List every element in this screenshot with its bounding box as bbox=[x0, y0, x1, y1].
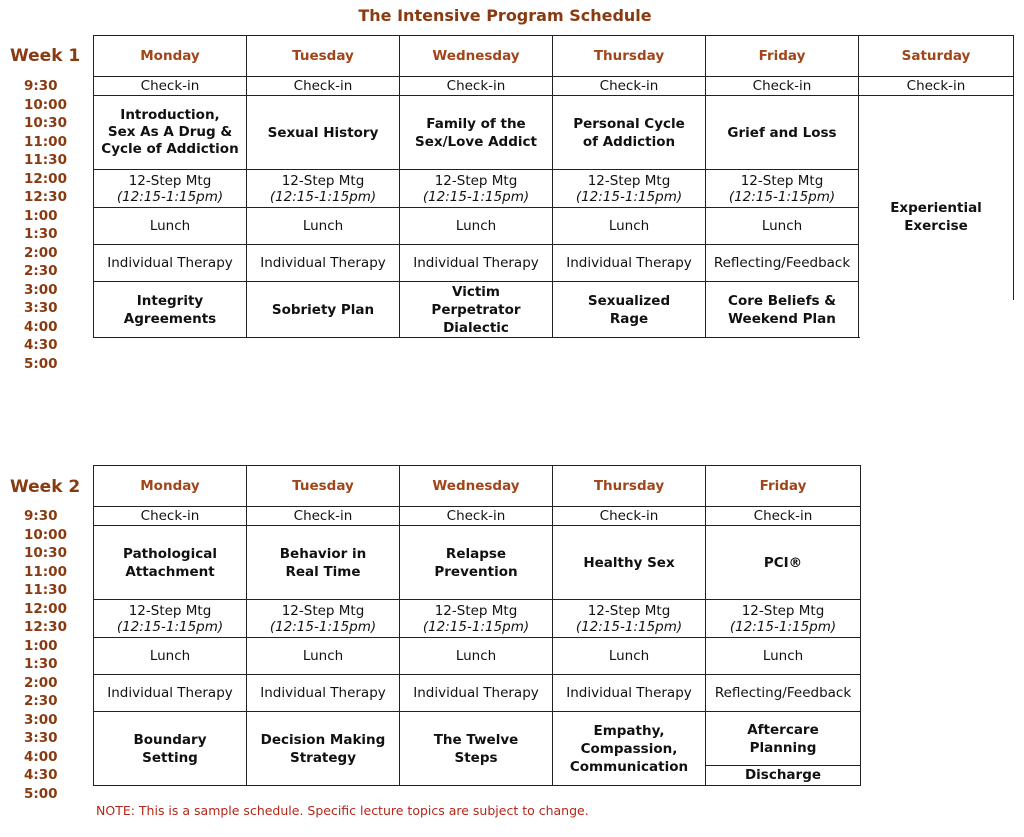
session-cell bbox=[706, 96, 859, 170]
therapy-row bbox=[94, 675, 861, 712]
session-cell bbox=[553, 96, 706, 170]
session-cell bbox=[706, 526, 861, 600]
checkin-cell: Check-in bbox=[400, 77, 553, 96]
time-label: 12:00 bbox=[24, 600, 67, 617]
session-cell-split bbox=[706, 712, 861, 786]
session-cell bbox=[247, 282, 400, 338]
time-label: 11:30 bbox=[24, 582, 67, 598]
session-title: Aftercare Planning bbox=[747, 722, 819, 756]
session-cell bbox=[247, 526, 400, 600]
session-cell bbox=[94, 526, 247, 600]
schedule-note: NOTE: This is a sample schedule. Specific lecture topics are subject to change. bbox=[96, 803, 589, 818]
session-title: Grief and Loss bbox=[727, 124, 837, 141]
lunch-cell: Lunch bbox=[247, 638, 400, 675]
therapy-cell: Individual Therapy bbox=[247, 675, 400, 712]
time-label: 12:00 bbox=[24, 170, 67, 187]
session-title: Experiential Exercise bbox=[890, 199, 982, 234]
therapy-cell: Individual Therapy bbox=[400, 675, 553, 712]
lunch-row bbox=[94, 638, 861, 675]
meeting-time: (12:15-1:15pm) bbox=[269, 618, 377, 635]
checkin-cell: Check-in bbox=[706, 507, 861, 526]
day-header: Wednesday bbox=[400, 36, 553, 77]
meeting-time: (12:15-1:15pm) bbox=[422, 188, 530, 205]
day-header-row bbox=[94, 466, 861, 507]
morning-session-row bbox=[94, 526, 861, 600]
meeting-label: 12-Step Mtg bbox=[128, 172, 212, 189]
afternoon-session-row bbox=[94, 712, 861, 786]
time-label: 12:30 bbox=[24, 189, 67, 205]
time-label: 3:00 bbox=[24, 711, 58, 728]
therapy-cell: Reflecting/Feedback bbox=[706, 675, 861, 712]
week2-schedule-table bbox=[93, 465, 861, 786]
therapy-cell: Reflecting/Feedback bbox=[706, 245, 859, 282]
saturday-blank-cover bbox=[860, 300, 1020, 360]
checkin-cell: Check-in bbox=[94, 77, 247, 96]
lunch-cell: Lunch bbox=[400, 638, 553, 675]
meeting-time: (12:15-1:15pm) bbox=[269, 188, 377, 205]
morning-session-row bbox=[94, 96, 1014, 170]
time-label: 3:30 bbox=[24, 730, 58, 746]
lunch-cell: Lunch bbox=[706, 208, 859, 245]
session-cell bbox=[400, 712, 553, 786]
meeting-cell bbox=[706, 170, 859, 208]
session-title: Core Beliefs & Weekend Plan bbox=[728, 292, 836, 327]
time-label: 4:00 bbox=[24, 748, 58, 765]
meeting-cell bbox=[553, 600, 706, 638]
session-title: Sexualized Rage bbox=[587, 292, 671, 327]
time-label: 10:30 bbox=[24, 115, 67, 131]
lunch-cell: Lunch bbox=[400, 208, 553, 245]
meeting-time: (12:15-1:15pm) bbox=[116, 188, 224, 205]
week2-times bbox=[24, 507, 68, 803]
session-title: Boundary Setting bbox=[133, 731, 207, 766]
session-title: Integrity Agreements bbox=[123, 292, 217, 327]
session-title: Family of the Sex/Love Addict bbox=[415, 115, 537, 150]
meeting-cell bbox=[94, 170, 247, 208]
session-cell bbox=[247, 96, 400, 170]
lunch-cell: Lunch bbox=[247, 208, 400, 245]
therapy-cell: Individual Therapy bbox=[94, 675, 247, 712]
therapy-cell: Individual Therapy bbox=[553, 675, 706, 712]
session-cell bbox=[400, 526, 553, 600]
day-header: Friday bbox=[706, 466, 861, 507]
day-header: Tuesday bbox=[247, 36, 400, 77]
session-cell bbox=[94, 96, 247, 170]
session-title: PCI® bbox=[763, 554, 803, 571]
time-label: 1:00 bbox=[24, 637, 58, 654]
meeting-time: (12:15-1:15pm) bbox=[422, 618, 530, 635]
meeting-label: 12-Step Mtg bbox=[434, 602, 518, 619]
time-label: 11:00 bbox=[24, 563, 67, 580]
day-header: Saturday bbox=[859, 36, 1014, 77]
checkin-cell: Check-in bbox=[94, 507, 247, 526]
session-title: Victim Perpetrator Dialectic bbox=[431, 283, 521, 336]
session-cell bbox=[400, 282, 553, 338]
week1-label: Week 1 bbox=[10, 46, 81, 66]
meeting-label: 12-Step Mtg bbox=[281, 172, 365, 189]
time-label: 9:30 bbox=[24, 508, 58, 524]
session-title: Decision Making Strategy bbox=[260, 731, 386, 766]
session-title: Sexual History bbox=[267, 124, 379, 141]
day-header: Thursday bbox=[553, 466, 706, 507]
session-cell bbox=[553, 712, 706, 786]
week1-schedule-table bbox=[93, 35, 1014, 338]
lunch-cell: Lunch bbox=[553, 208, 706, 245]
meeting-time: (12:15-1:15pm) bbox=[575, 618, 683, 635]
session-cell bbox=[94, 712, 247, 786]
time-label: 4:00 bbox=[24, 318, 58, 335]
therapy-cell: Individual Therapy bbox=[94, 245, 247, 282]
session-title: Healthy Sex bbox=[583, 554, 675, 571]
lunch-cell: Lunch bbox=[94, 638, 247, 675]
meeting-cell bbox=[247, 600, 400, 638]
session-cell bbox=[247, 712, 400, 786]
time-label: 10:00 bbox=[24, 526, 67, 543]
meeting-cell bbox=[706, 600, 861, 638]
meeting-time: (12:15-1:15pm) bbox=[728, 188, 836, 205]
session-title: Relapse Prevention bbox=[434, 545, 518, 580]
time-label: 3:00 bbox=[24, 281, 58, 298]
meeting-cell bbox=[400, 170, 553, 208]
checkin-cell: Check-in bbox=[247, 507, 400, 526]
meeting-label: 12-Step Mtg bbox=[587, 172, 671, 189]
session-title: Personal Cycle of Addiction bbox=[573, 115, 685, 150]
checkin-cell: Check-in bbox=[553, 77, 706, 96]
time-label: 12:30 bbox=[24, 619, 67, 635]
time-label: 2:30 bbox=[24, 263, 58, 279]
session-title: Behavior in Real Time bbox=[279, 545, 367, 580]
meeting-time: (12:15-1:15pm) bbox=[729, 618, 837, 635]
session-title: Introduction, Sex As A Drug & Cycle of Addiction bbox=[101, 107, 239, 157]
meeting-label: 12-Step Mtg bbox=[741, 602, 825, 619]
time-label: 1:30 bbox=[24, 656, 58, 672]
checkin-row bbox=[94, 507, 861, 526]
meeting-label: 12-Step Mtg bbox=[587, 602, 671, 619]
time-label: 2:00 bbox=[24, 674, 58, 691]
time-label: 2:00 bbox=[24, 244, 58, 261]
session-title: Sobriety Plan bbox=[271, 301, 375, 318]
week1-times bbox=[24, 77, 68, 373]
meeting-label: 12-Step Mtg bbox=[128, 602, 212, 619]
time-label: 2:30 bbox=[24, 693, 58, 709]
session-title: Empathy, Compassion, Communication bbox=[569, 722, 689, 775]
time-label: 10:30 bbox=[24, 545, 67, 561]
time-label: 11:00 bbox=[24, 133, 67, 150]
day-header: Monday bbox=[94, 466, 247, 507]
session-title: The Twelve Steps bbox=[433, 731, 519, 766]
discharge-label: Discharge bbox=[706, 765, 860, 784]
therapy-cell: Individual Therapy bbox=[400, 245, 553, 282]
page-title: The Intensive Program Schedule bbox=[358, 6, 652, 25]
checkin-row bbox=[94, 77, 1014, 96]
meeting-cell bbox=[400, 600, 553, 638]
checkin-cell: Check-in bbox=[247, 77, 400, 96]
time-label: 10:00 bbox=[24, 96, 67, 113]
session-title: Pathological Attachment bbox=[123, 545, 217, 580]
day-header: Wednesday bbox=[400, 466, 553, 507]
meeting-cell bbox=[94, 600, 247, 638]
therapy-cell: Individual Therapy bbox=[553, 245, 706, 282]
checkin-cell: Check-in bbox=[706, 77, 859, 96]
day-header: Thursday bbox=[553, 36, 706, 77]
meeting-label: 12-Step Mtg bbox=[281, 602, 365, 619]
time-label: 1:30 bbox=[24, 226, 58, 242]
day-header: Monday bbox=[94, 36, 247, 77]
meeting-cell bbox=[553, 170, 706, 208]
checkin-cell: Check-in bbox=[553, 507, 706, 526]
meeting-cell bbox=[247, 170, 400, 208]
lunch-cell: Lunch bbox=[706, 638, 861, 675]
time-label: 4:30 bbox=[24, 337, 58, 353]
week2-label: Week 2 bbox=[10, 477, 81, 497]
checkin-cell: Check-in bbox=[859, 77, 1014, 96]
meeting-time: (12:15-1:15pm) bbox=[575, 188, 683, 205]
time-label: 9:30 bbox=[24, 78, 58, 94]
day-header: Tuesday bbox=[247, 466, 400, 507]
meeting-label: 12-Step Mtg bbox=[434, 172, 518, 189]
meeting-time: (12:15-1:15pm) bbox=[116, 618, 224, 635]
checkin-cell: Check-in bbox=[400, 507, 553, 526]
session-cell bbox=[706, 282, 859, 338]
time-label: 4:30 bbox=[24, 767, 58, 783]
time-label: 11:30 bbox=[24, 152, 67, 168]
lunch-cell: Lunch bbox=[553, 638, 706, 675]
lunch-cell: Lunch bbox=[94, 208, 247, 245]
session-cell bbox=[553, 282, 706, 338]
session-cell bbox=[400, 96, 553, 170]
day-header: Friday bbox=[706, 36, 859, 77]
meeting-label: 12-Step Mtg bbox=[740, 172, 824, 189]
therapy-cell: Individual Therapy bbox=[247, 245, 400, 282]
day-header-row bbox=[94, 36, 1014, 77]
session-cell bbox=[553, 526, 706, 600]
time-label: 3:30 bbox=[24, 300, 58, 316]
time-label: 5:00 bbox=[24, 355, 58, 372]
session-cell bbox=[94, 282, 247, 338]
time-label: 1:00 bbox=[24, 207, 58, 224]
meeting-row bbox=[94, 600, 861, 638]
time-label: 5:00 bbox=[24, 785, 58, 802]
